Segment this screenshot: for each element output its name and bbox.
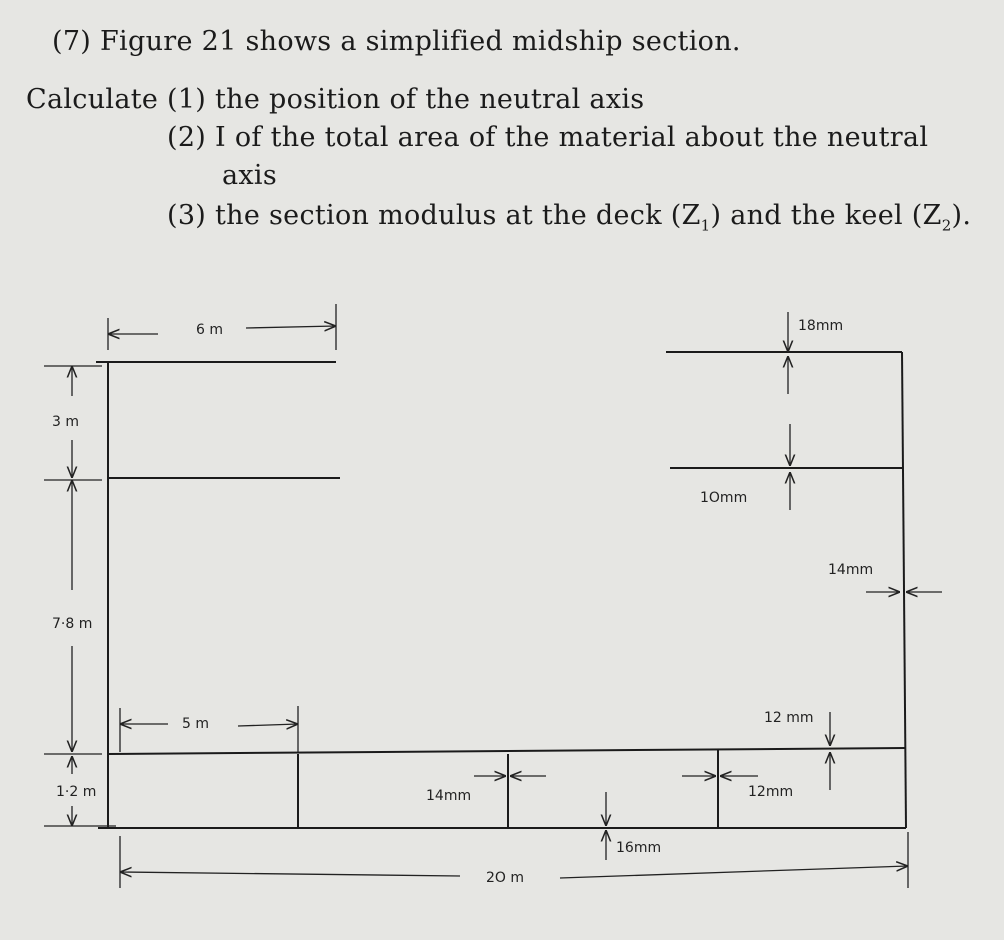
deck-width-label: 6 m bbox=[196, 322, 223, 338]
item-3-subscript-2: 2 bbox=[941, 216, 952, 235]
item-2-line-1: (2) I of the total area of the material about the neutral bbox=[167, 122, 929, 153]
dimension-lines bbox=[44, 304, 942, 888]
side-thickness-label: 14mm bbox=[828, 562, 874, 578]
tank-top bbox=[108, 748, 906, 754]
item-3-middle: ) and the keel (Z bbox=[710, 200, 942, 231]
item-3-prefix: (3) the section modulus at the deck (Z bbox=[167, 200, 701, 231]
deck-width-arrow-right bbox=[246, 326, 336, 328]
breadth-arrow-left bbox=[120, 872, 460, 876]
girder-thickness-label: 14mm bbox=[426, 788, 472, 804]
side-height-label: 7·8 m bbox=[52, 616, 93, 632]
item-3-subscript-1: 1 bbox=[700, 216, 711, 235]
starboard-side-shell bbox=[902, 352, 906, 828]
tank-top-thickness-label: 12 mm bbox=[764, 710, 814, 726]
breadth-label: 2O m bbox=[486, 870, 525, 886]
section-outline bbox=[96, 352, 906, 828]
item-2-line-2: axis bbox=[222, 160, 278, 191]
cl-girder-thickness-label: 12mm bbox=[748, 784, 794, 800]
breadth-arrow-right bbox=[560, 866, 908, 878]
dimension-labels bbox=[52, 318, 873, 886]
tween-deck-thickness-label: 1Omm bbox=[700, 490, 748, 506]
item-1: (1) the position of the neutral axis bbox=[167, 84, 645, 115]
question-heading: (7) Figure 21 shows a simplified midship section. bbox=[52, 26, 741, 57]
keel-thickness-label: 16mm bbox=[616, 840, 662, 856]
upper-height-label: 3 m bbox=[52, 414, 79, 430]
item-3-suffix: ). bbox=[951, 200, 972, 231]
calculate-label: Calculate bbox=[26, 84, 159, 115]
deck-thickness-label: 18mm bbox=[798, 318, 844, 334]
girder-spacing-label: 5 m bbox=[182, 716, 209, 732]
girder-spacing-arrow-right bbox=[238, 724, 298, 726]
double-bottom-height-label: 1·2 m bbox=[56, 784, 97, 800]
